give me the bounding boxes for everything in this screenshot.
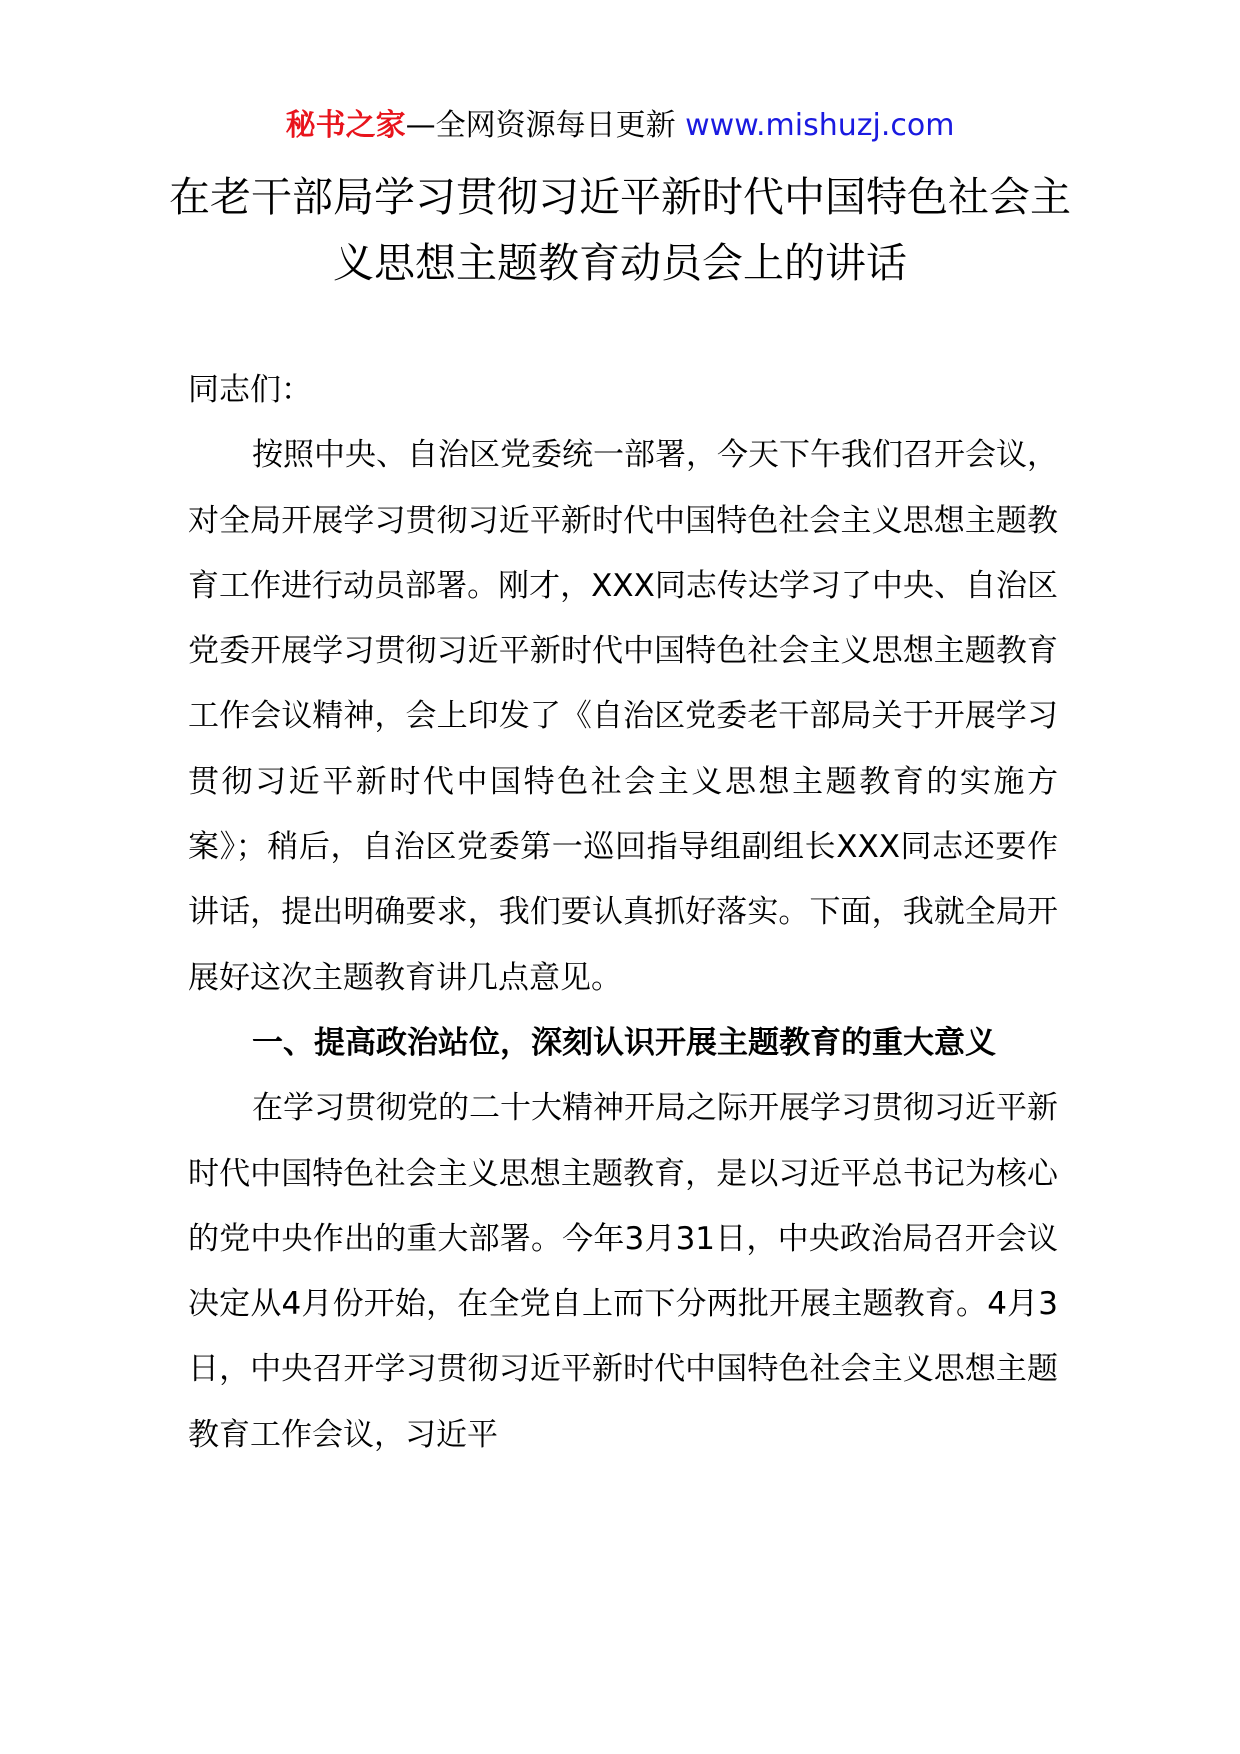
body-paragraph: 按照中央、自治区党委统一部署，今天下午我们召开会议，对全局开展学习贯彻习近平新时代中国特色社会主义思想主题教育工作进行动员部署。刚才，XXX同志传达学习了中央、自治区党委开展学习贯彻习近平新时代中国特色社会主义思想主题教育工作会议精神，会上印发了《自治区党委老干部局关于开展学习贯彻习近平新时代中国特色社会主义思想主题教育的实施方案》；稍后，自治区党委第一巡回指导组副组长XXX同志还要作讲话，提出明确要求，我们要认真抓好落实。下面，我就全局开展好这次主题教育讲几点意见。 [188,437,1058,996]
banner-tagline: —全网资源每日更新 [405,108,686,143]
site-banner [0,104,1240,148]
salutation: 同志们： [188,372,312,408]
body-paragraph: 在学习贯彻党的二十大精神开局之际开展学习贯彻习近平新时代中国特色社会主义思想主题教育，是以习近平总书记为核心的党中央作出的重大部署。今年3月31日，中央政治局召开会议决定从4月份开始，在全党自上而下分两批开展主题教育。4月3日，中央召开学习贯彻习近平新时代中国特色社会主义思想主题教育工作会议，习近平 [188,1090,1058,1453]
document-body [188,358,1058,1468]
section-heading: 一、提高政治站位，深刻认识开展主题教育的重大意义 [252,1024,996,1061]
brand-name: 秘书之家 [285,108,406,143]
document-title: 在老干部局学习贯彻习近平新时代中国特色社会主义思想主题教育动员会上的讲话 [169,173,1071,287]
site-url-link[interactable]: www.mishuzj.com [685,108,955,143]
